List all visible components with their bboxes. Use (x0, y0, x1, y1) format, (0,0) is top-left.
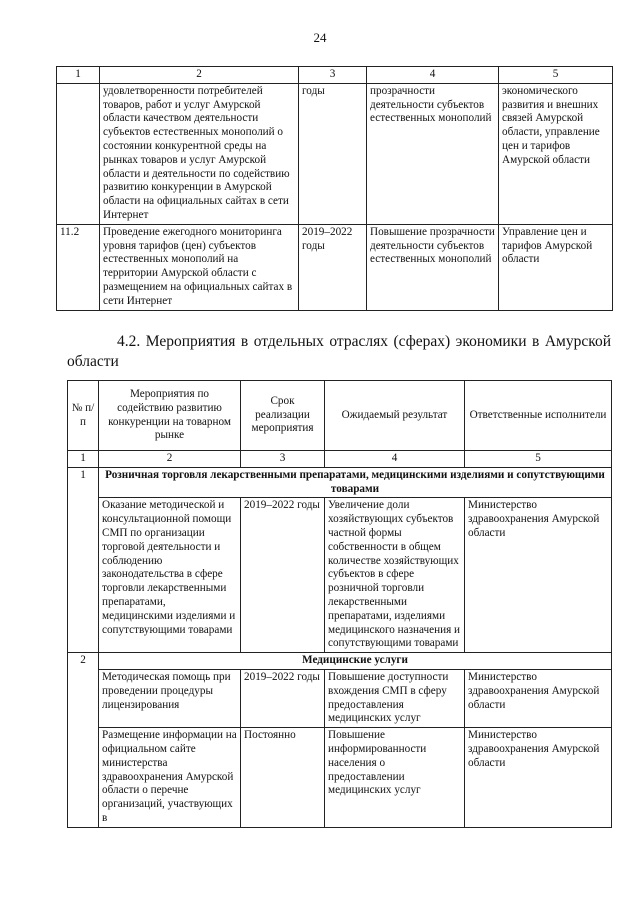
executor-cell: Министерство здравоохранения Амурской области (465, 498, 612, 653)
section-title: Медицинские услуги (99, 653, 612, 670)
result-cell: прозрачности деятельности субъектов естественных монополий (367, 83, 499, 224)
result-cell: Повышение прозрачности деятельности субъектов естественных монополий (367, 224, 499, 310)
measure-cell: Проведение ежегодного мониторинга уровня тарифов (цен) субъектов естественных монополий на территории Амурской области с размещением на официальных сайтах в сети Интернет (100, 224, 299, 310)
column-number-row (57, 67, 613, 84)
executor-cell: экономического развития и внешних связей Амурской области, управление цен и тарифов Амурской области (499, 83, 613, 224)
executor-cell: Министерство здравоохранения Амурской области (465, 669, 612, 727)
row-number: 11.2 (57, 224, 100, 310)
header-measure: Мероприятия по содействию развитию конкуренции на товарном рынке (99, 381, 241, 451)
table-row (57, 83, 613, 224)
table-row (68, 498, 612, 653)
term-cell: 2019–2022 годы (241, 498, 325, 653)
row-number (57, 83, 100, 224)
table-row (57, 224, 613, 310)
col-number: 1 (57, 67, 100, 84)
col-number: 2 (100, 67, 299, 84)
col-number: 4 (367, 67, 499, 84)
section-number: 1 (68, 467, 99, 652)
col-number: 3 (299, 67, 367, 84)
col-number: 2 (99, 451, 241, 468)
executor-cell: Министерство здравоохранения Амурской области (465, 728, 612, 828)
col-number: 5 (465, 451, 612, 468)
table-row (68, 728, 612, 828)
column-number-row (68, 451, 612, 468)
industry-measures-table (67, 380, 612, 828)
measure-cell: Методическая помощь при проведении процедуры лицензирования (99, 669, 241, 727)
measure-cell: удовлетворенности потребителей товаров, работ и услуг Амурской области качеством деятельности субъектов естественных монополий о состоянии конкурентной среды на рынках товаров и услуг Амурской области и деятельности по содействию развитию конкуренции в Амурской области на официальных сайтах в сети Интернет (100, 83, 299, 224)
col-number: 5 (499, 67, 613, 84)
header-result: Ожидаемый результат (325, 381, 465, 451)
section-heading: 4.2. Мероприятия в отдельных отраслях (сферах) экономики в Амурской области (67, 333, 611, 370)
table-row (68, 669, 612, 727)
section-title: Розничная торговля лекарственными препаратами, медицинскими изделиями и сопутствующими товарами (99, 467, 612, 498)
col-number: 1 (68, 451, 99, 468)
section-row (68, 653, 612, 670)
term-cell: 2019–2022 годы (241, 669, 325, 727)
continued-measures-table (56, 66, 613, 311)
col-number: 4 (325, 451, 465, 468)
term-cell: годы (299, 83, 367, 224)
measure-cell: Оказание методической и консультационной помощи СМП по организации торговой деятельности и соблюдению законодательства в сфере торговли лекарственными препаратами, медицинскими изделиями и сопутствующими товарами (99, 498, 241, 653)
executor-cell: Управление цен и тарифов Амурской области (499, 224, 613, 310)
page-number: 24 (313, 30, 327, 45)
header-term: Срок реализации мероприятия (241, 381, 325, 451)
table-header-row (68, 381, 612, 451)
measure-cell: Размещение информации на официальном сайте министерства здравоохранения Амурской области о перечне организаций, участвующих в (99, 728, 241, 828)
section-number: 2 (68, 653, 99, 828)
header-num: № п/п (68, 381, 99, 451)
col-number: 3 (241, 451, 325, 468)
result-cell: Повышение информированности населения о предоставлении медицинских услуг (325, 728, 465, 828)
term-cell: Постоянно (241, 728, 325, 828)
section-row (68, 467, 612, 498)
header-executor: Ответственные исполнители (465, 381, 612, 451)
result-cell: Повышение доступности вхождения СМП в сферу предоставления медицинских услуг (325, 669, 465, 727)
term-cell: 2019–2022 годы (299, 224, 367, 310)
result-cell: Увеличение доли хозяйствующих субъектов частной формы собственности в общем количестве хозяйствующих субъектов в сфере розничной торговли лекарственными препаратами, изделиями медицинского назначения и сопутствующими товарами (325, 498, 465, 653)
